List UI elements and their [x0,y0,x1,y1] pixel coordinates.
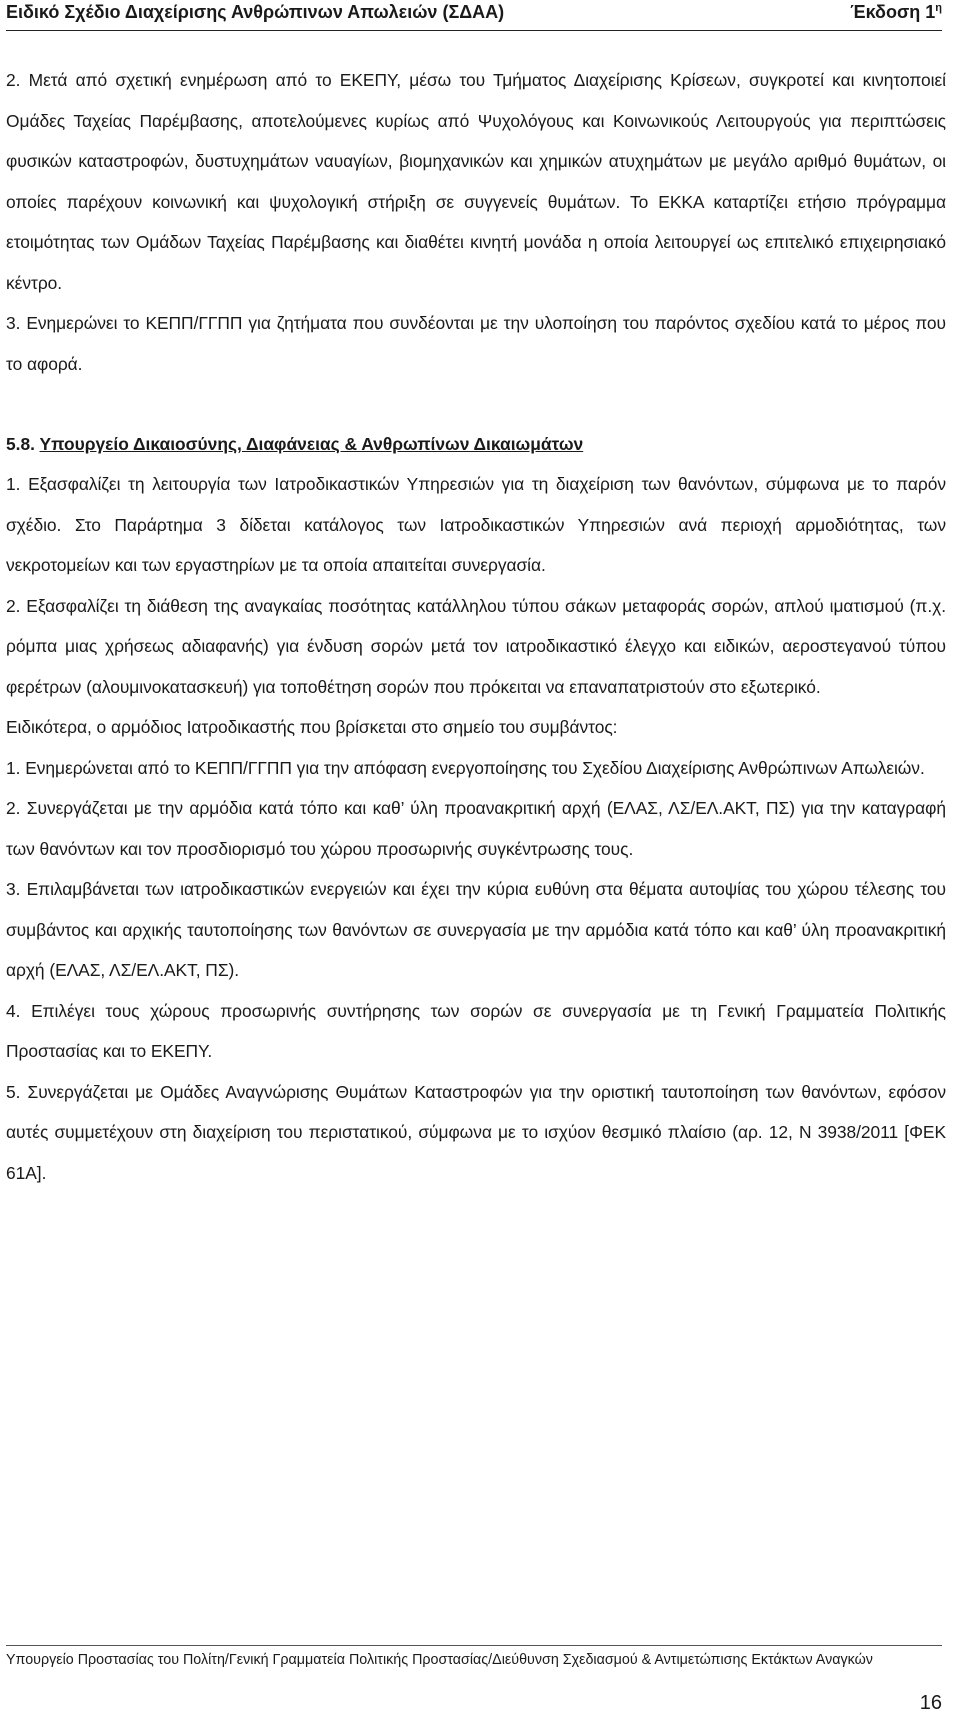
document-body [6,60,946,1193]
item-number: 2. [6,798,21,818]
section-item-1 [6,464,946,586]
page-footer [6,1645,942,1727]
item-text: Συνεργάζεται με Ομάδες Αναγνώρισης Θυμάτων Καταστροφών για την οριστική ταυτοποίηση των θανόντων, εφόσον αυτές συμμετέχουν στη διαχείριση του περιστατικού, σύμφωνα με το ισχύον θεσμικό πλαίσιο (αρ. 12, Ν 3938/2011 [ΦΕΚ 61Α]. [6,1081,946,1183]
item-text: Ενημερώνεται από το ΚΕΠΠ/ΓΓΠΠ για την απόφαση ενεργοποίησης του Σχεδίου Διαχείρισης Ανθρώπινων Απωλειών. [25,757,925,778]
item-text: Επιλαμβάνεται των ιατροδικαστικών ενεργειών και έχει την κύρια ευθύνη στα θέματα αυτοψίας του χώρου τέλεσης του συμβάντος και αρχικής ταυτοποίησης των θανόντων σε συνεργασία με την αρμόδια κατά τόπο και καθ’ ύλη προανακριτική αρχή (ΕΛΑΣ, ΛΣ/ΕΛ.ΑΚΤ, ΠΣ). [6,879,946,980]
page-number: 16 [919,1692,942,1714]
item-number: 3. [6,313,21,333]
page-header [6,0,942,31]
document-title: Ειδικό Σχέδιο Διαχείρισης Ανθρώπινων Απωλειών (ΣΔΑΑ) [6,2,505,22]
edition-superscript: η [935,2,942,14]
item-number: 5. [6,1081,21,1102]
paragraph-item-3 [6,303,946,384]
section-heading [6,424,946,464]
item-number: 1. [6,757,21,778]
item-number: 2. [6,595,21,616]
specific-item-4 [6,991,946,1072]
specific-intro: Ειδικότερα, ο αρμόδιος Ιατροδικαστής που βρίσκεται στο σημείο του συμβάντος: [6,717,618,737]
item-number: 2. [6,70,21,90]
item-text: Ενημερώνει το ΚΕΠΠ/ΓΓΠΠ για ζητήματα που συνδέονται με την υλοποίηση του παρόντος σχεδίου κατά το μέρος που το αφορά. [6,313,946,374]
specific-item-1 [6,748,946,789]
item-number: 1. [6,474,21,494]
specific-item-2 [6,788,946,869]
section-number: 5.8. [6,434,36,454]
section-title: Υπουργείο Δικαιοσύνης, Διαφάνειας & Ανθρωπίνων Δικαιωμάτων [39,434,584,454]
paragraph-item-2 [6,60,946,303]
item-text: Εξασφαλίζει τη λειτουργία των Ιατροδικαστικών Υπηρεσιών για τη διαχείριση των θανόντων, σύμφωνα με το παρόν σχέδιο. Στο Παράρτημα 3 δίδεται κατάλογος των Ιατροδικαστικών Υπηρεσιών ανά περιοχή αρμοδιότητας, των νεκροτομείων και των εργαστηρίων με τα οποία απαιτείται συνεργασία. [6,474,946,575]
spacer [6,384,946,424]
item-text: Συνεργάζεται με την αρμόδια κατά τόπο και καθ’ ύλη προανακριτική αρχή (ΕΛΑΣ, ΛΣ/ΕΛ.ΑΚΤ, ΠΣ) για την καταγραφή των θανόντων και τον προσδιορισμό του χώρου προσωρινής συγκέντρωσης τους. [6,798,946,859]
item-text: Εξασφαλίζει τη διάθεση της αναγκαίας ποσότητας κατάλληλου τύπου σάκων μεταφοράς σορών, απλού ιματισμού (π.χ. ρόμπα μιας χρήσεως αδιαφανής) για ένδυση σορών μετά τον ιατροδικαστικό έλεγχο και ειδικών, αεροστεγανού τύπου φερέτρων (αλουμινοκατασκευή) για τοποθέτηση σορών που πρόκειται να επαναπατριστούν στο εξωτερικό. [6,595,946,697]
item-text: Επιλέγει τους χώρους προσωρινής συντήρησης των σορών σε συνεργασία με τη Γενική Γραμματεία Πολιτικής Προστασίας και το ΕΚΕΠΥ. [6,1000,946,1061]
specific-item-3 [6,869,946,991]
footer-text: Υπουργείο Προστασίας του Πολίτη/Γενική Γραμματεία Πολιτικής Προστασίας/Διεύθυνση Σχεδιασμού & Αντιμετώπισης Εκτάκτων Αναγκών [6,1652,873,1668]
edition-text: Έκδοση 1 [850,2,936,22]
edition-label [850,2,942,23]
item-text: Μετά από σχετική ενημέρωση από το ΕΚΕΠΥ, μέσω του Τμήματος Διαχείρισης Κρίσεων, συγκροτεί και κινητοποιεί Ομάδες Ταχείας Παρέμβασης, αποτελούμενες κυρίως από Ψυχολόγους και Κοινωνικούς Λειτουργούς για περιπτώσεις φυσικών καταστροφών, δυστυχημάτων ναυαγίων, βιομηχανικών και χημικών ατυχημάτων με μεγάλο αριθμό θυμάτων, οι οποίες παρέχουν κοινωνική και ψυχολογική στήριξη σε συγγενείς θυμάτων. Το ΕΚΚΑ καταρτίζει ετήσιο πρόγραμμα ετοιμότητας των Ομάδων Ταχείας Παρέμβασης και διαθέτει κινητή μονάδα η οποία λειτουργεί ως επιτελικό επιχειρησιακό κέντρο. [6,70,946,293]
section-item-2 [6,586,946,708]
item-number: 4. [6,1000,21,1021]
item-number: 3. [6,879,21,899]
specific-item-5 [6,1072,946,1194]
